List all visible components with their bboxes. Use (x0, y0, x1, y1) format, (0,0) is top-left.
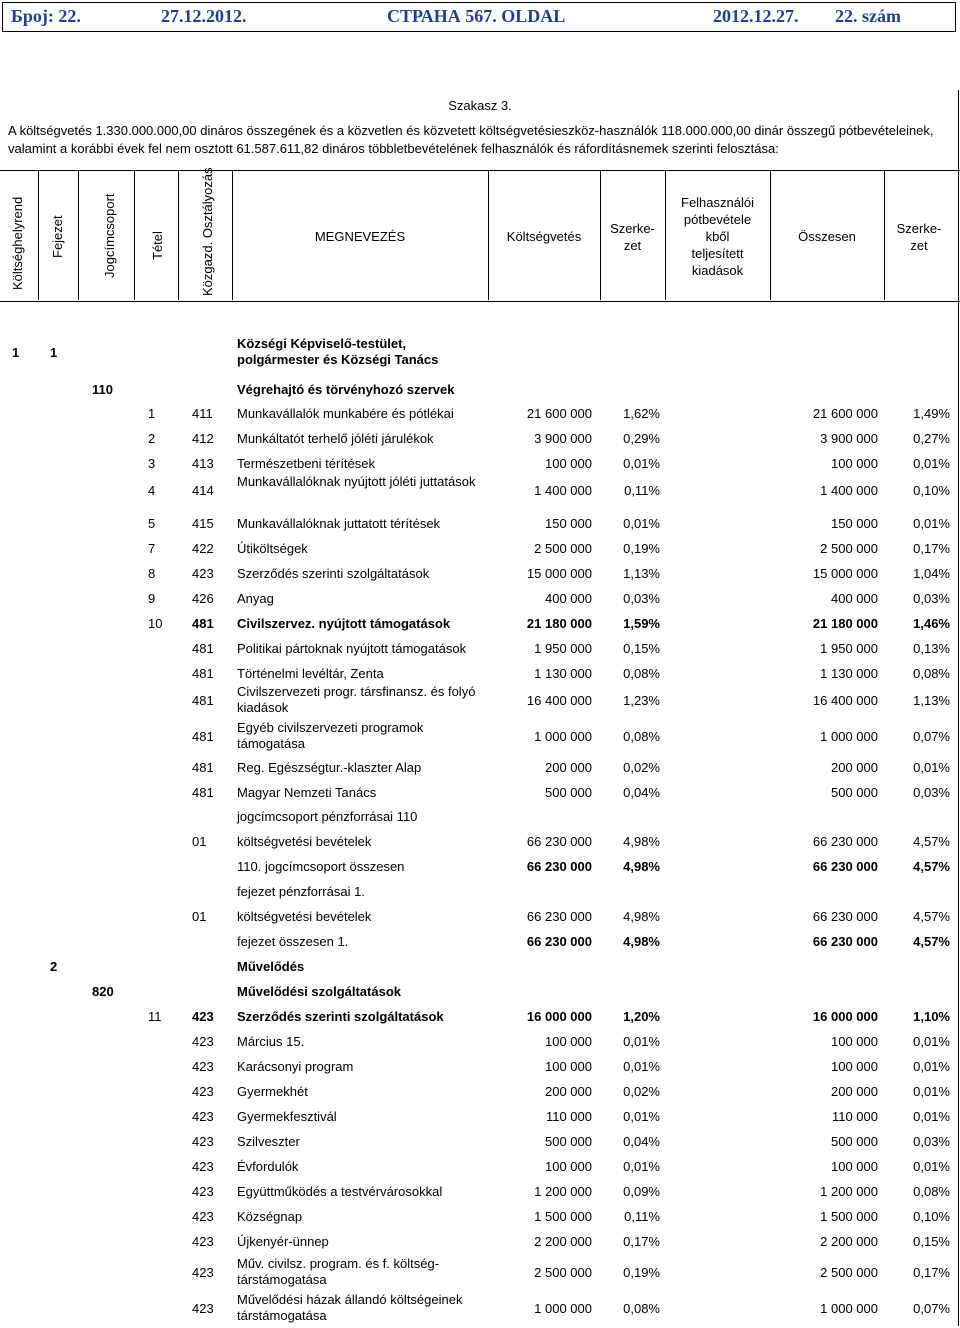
description-cell: 110. jogcímcsoport összesen (237, 859, 405, 874)
budget-amount-cell: 200 000 (545, 760, 592, 775)
budget-amount-cell: 1 000 000 (534, 729, 592, 744)
issue-date-hu: 2012.12.27. (713, 6, 799, 26)
description-cell: Útiköltségek (237, 541, 308, 556)
description-cell: Munkavállalóknak juttatott térítések (237, 516, 441, 531)
budget-share-cell: 1,62% (623, 406, 660, 421)
table-row (0, 1184, 960, 1202)
description-cell: Anyag (237, 591, 274, 606)
col-divider (38, 170, 39, 300)
total-share-cell: 0,15% (913, 1234, 950, 1249)
econ-class-cell: 481 (192, 616, 214, 631)
table-row (0, 1159, 960, 1177)
table-row (0, 684, 960, 720)
total-share-cell: 0,10% (913, 1209, 950, 1224)
total-share-cell: 0,01% (913, 1084, 950, 1099)
budget-amount-cell: 400 000 (545, 591, 592, 606)
total-share-cell: 0,08% (913, 1184, 950, 1199)
table-row (0, 591, 960, 609)
econ-class-cell: 01 (192, 909, 207, 924)
table-row (0, 1009, 960, 1027)
budget-amount-cell: 1 500 000 (534, 1209, 592, 1224)
budget-share-cell: 0,29% (623, 431, 660, 446)
description-cell: Műv. civilsz. program. és f. költség-társtámogatása (237, 1256, 440, 1287)
chapter-cell: 1 (50, 345, 58, 360)
description-cell: Szerződés szerinti szolgáltatások (237, 566, 430, 581)
total-amount-cell: 66 230 000 (812, 909, 878, 924)
econ-class-cell: 423 (192, 566, 214, 581)
budget-amount-cell: 66 230 000 (526, 859, 592, 874)
total-amount-cell: 1 500 000 (820, 1209, 878, 1224)
issue-number: Број: 22. (11, 6, 81, 26)
total-share-cell: 0,01% (913, 760, 950, 775)
description-cell: Évfordulók (237, 1159, 299, 1174)
budget-share-cell: 0,11% (624, 483, 660, 498)
total-share-cell: 0,03% (913, 591, 950, 606)
col-header-fejezet: Fejezet (50, 215, 65, 258)
budget-share-cell: 1,59% (623, 616, 660, 631)
budget-share-cell: 1,20% (623, 1009, 660, 1024)
econ-class-cell: 423 (192, 1084, 214, 1099)
item-cell: 8 (148, 566, 156, 581)
econ-class-cell: 481 (192, 641, 214, 656)
total-share-cell: 4,57% (913, 834, 950, 849)
budget-amount-cell: 3 900 000 (534, 431, 592, 446)
table-row (0, 1059, 960, 1077)
budget-share-cell: 0,11% (624, 1209, 660, 1224)
budget-share-cell: 0,01% (623, 516, 660, 531)
budget-amount-cell: 2 200 000 (534, 1234, 592, 1249)
budget-amount-cell: 100 000 (545, 1059, 592, 1074)
total-amount-cell: 2 500 000 (820, 1265, 878, 1280)
table-row (0, 1256, 960, 1292)
issue-date: 27.12.2012. (161, 6, 247, 26)
budget-amount-cell: 1 200 000 (534, 1184, 592, 1199)
total-amount-cell: 1 950 000 (820, 641, 878, 656)
total-amount-cell: 66 230 000 (812, 859, 878, 874)
budget-amount-cell: 1 130 000 (534, 666, 592, 681)
budget-share-cell: 0,08% (623, 1301, 660, 1316)
description-cell: Községi Képviselő-testület, polgármester és Községi Tanács (237, 336, 439, 367)
table-row (0, 1084, 960, 1102)
description-cell: Gyermekfesztivál (237, 1109, 337, 1124)
col-header-osszesen: Összesen (798, 229, 856, 244)
total-share-cell: 0,17% (913, 1265, 950, 1280)
econ-class-cell: 423 (192, 1109, 214, 1124)
econ-class-cell: 423 (192, 1265, 214, 1280)
description-cell: Munkáltatót terhelő jóléti járulékok (237, 431, 434, 446)
description-cell: Civilszervezeti progr. társfinansz. és folyó kiadások (237, 684, 476, 715)
table-row (0, 1209, 960, 1227)
total-amount-cell: 15 000 000 (812, 566, 878, 581)
budget-amount-cell: 100 000 (545, 456, 592, 471)
budget-amount-cell: 15 000 000 (526, 566, 592, 581)
budget-amount-cell: 1 000 000 (534, 1301, 592, 1316)
budget-share-cell: 0,01% (623, 1034, 660, 1049)
description-cell: Községnap (237, 1209, 303, 1224)
col-divider (134, 170, 135, 300)
econ-class-cell: 423 (192, 1034, 214, 1049)
total-share-cell: 4,57% (913, 934, 950, 949)
budget-share-cell: 1,13% (623, 566, 660, 581)
total-share-cell: 1,04% (913, 566, 950, 581)
total-share-cell: 0,17% (913, 541, 950, 556)
econ-class-cell: 426 (192, 591, 214, 606)
description-cell: Együttműködés a testvérvárosokkal (237, 1184, 443, 1199)
budget-share-cell: 0,02% (623, 760, 660, 775)
total-amount-cell: 100 000 (831, 456, 878, 471)
table-row (0, 859, 960, 877)
total-share-cell: 1,46% (913, 616, 950, 631)
item-cell: 11 (148, 1009, 162, 1024)
total-amount-cell: 150 000 (831, 516, 878, 531)
total-share-cell: 0,01% (913, 1159, 950, 1174)
budget-amount-cell: 1 950 000 (534, 641, 592, 656)
budget-amount-cell: 2 500 000 (534, 1265, 592, 1280)
total-share-cell: 0,01% (913, 1059, 950, 1074)
col-header-tetel: Tétel (150, 231, 165, 260)
total-share-cell: 0,07% (913, 729, 950, 744)
description-cell: Szilveszter (237, 1134, 300, 1149)
total-amount-cell: 100 000 (831, 1159, 878, 1174)
budget-share-cell: 4,98% (623, 909, 660, 924)
econ-class-cell: 415 (192, 516, 214, 531)
col-header-megnev: MEGNEVEZÉS (314, 229, 406, 244)
econ-class-cell: 423 (192, 1184, 214, 1199)
econ-class-cell: 412 (192, 431, 214, 446)
intro-paragraph: A költségvetés 1.330.000.000,00 dináros összegének és a közvetlen és közvetett költségvetésieszköz-használók 118.000.000,00 dinár összegű pótbevételeinek, valamint a korábbi évek fel nem osztott 61.587.611,82 dináros többletbevételének felhasználók és ráfordításnemek szerinti felosztása: (8, 123, 934, 156)
description-cell: Munkavállalóknak nyújtott jóléti juttatások (237, 474, 476, 489)
description-cell: Március 15. (237, 1034, 305, 1049)
table-row (0, 641, 960, 659)
description-cell: Civilszervez. nyújtott támogatások (237, 616, 451, 631)
table-row (0, 1292, 960, 1328)
total-amount-cell: 2 500 000 (820, 541, 878, 556)
table-row (0, 566, 960, 584)
total-amount-cell: 500 000 (831, 785, 878, 800)
budget-amount-cell: 2 500 000 (534, 541, 592, 556)
total-share-cell: 4,57% (913, 859, 950, 874)
total-amount-cell: 100 000 (831, 1059, 878, 1074)
description-cell: Történelmi levéltár, Zenta (237, 666, 384, 681)
total-amount-cell: 21 600 000 (812, 406, 878, 421)
item-cell: 4 (148, 483, 156, 498)
description-cell: Egyéb civilszervezeti programok támogatása (237, 720, 424, 751)
table-row (0, 809, 960, 827)
econ-class-cell: 411 (192, 406, 213, 421)
table-row (0, 456, 960, 474)
budget-share-cell: 0,04% (623, 1134, 660, 1149)
description-cell: fejezet összesen 1. (237, 934, 349, 949)
total-amount-cell: 110 000 (831, 1109, 878, 1124)
econ-class-cell: 422 (192, 541, 214, 556)
table-row (0, 760, 960, 778)
description-cell: Politikai pártoknak nyújtott támogatások (237, 641, 467, 656)
budget-share-cell: 4,98% (623, 834, 660, 849)
table-row (0, 616, 960, 634)
table-row (0, 406, 960, 424)
budget-share-cell: 0,01% (623, 1059, 660, 1074)
table-row (0, 336, 960, 372)
budget-amount-cell: 66 230 000 (526, 934, 592, 949)
page-label: СТРАНА 567. OLDAL (387, 6, 566, 26)
budget-share-cell: 0,08% (623, 666, 660, 681)
budget-share-cell: 0,04% (623, 785, 660, 800)
total-amount-cell: 66 230 000 (812, 834, 878, 849)
budget-amount-cell: 200 000 (545, 1084, 592, 1099)
description-cell: Végrehajtó és törvényhozó szervek (237, 382, 455, 397)
total-share-cell: 0,01% (913, 516, 950, 531)
total-share-cell: 1,10% (913, 1009, 950, 1024)
table-row (0, 1134, 960, 1152)
table-row (0, 909, 960, 927)
total-amount-cell: 1 130 000 (820, 666, 878, 681)
table-row (0, 785, 960, 803)
budget-share-cell: 0,02% (623, 1084, 660, 1099)
total-amount-cell: 16 400 000 (812, 693, 878, 708)
econ-class-cell: 481 (192, 785, 214, 800)
description-cell: Reg. Egészségtur.-klaszter Alap (237, 760, 422, 775)
table-row (0, 984, 960, 1002)
budget-share-cell: 1,23% (623, 693, 660, 708)
item-cell: 5 (148, 516, 156, 531)
econ-class-cell: 423 (192, 1134, 214, 1149)
budget-share-cell: 4,98% (623, 934, 660, 949)
total-share-cell: 0,01% (913, 1109, 950, 1124)
budget-amount-cell: 66 230 000 (526, 909, 592, 924)
budget-amount-cell: 100 000 (545, 1034, 592, 1049)
table-row (0, 934, 960, 952)
table-row (0, 884, 960, 902)
total-amount-cell: 200 000 (831, 1084, 878, 1099)
econ-class-cell: 413 (192, 456, 214, 471)
budget-share-cell: 0,01% (623, 456, 660, 471)
budget-share-cell: 0,01% (623, 1109, 660, 1124)
budget-share-cell: 0,01% (623, 1159, 660, 1174)
econ-class-cell: 423 (192, 1301, 214, 1316)
item-cell: 2 (148, 431, 156, 446)
table-row (0, 516, 960, 534)
total-share-cell: 0,01% (913, 1034, 950, 1049)
budget-share-cell: 0,15% (623, 641, 660, 656)
description-cell: fejezet pénzforrásai 1. (237, 884, 365, 899)
total-share-cell: 0,03% (913, 1134, 950, 1149)
description-cell: jogcímcsoport pénzforrásai 110 (237, 809, 418, 824)
econ-class-cell: 414 (192, 483, 214, 498)
total-amount-cell: 2 200 000 (820, 1234, 878, 1249)
col-header-kolt: Költséghelyrend (10, 196, 25, 290)
cost-center-cell: 1 (12, 345, 20, 360)
description-cell: Művelődés (237, 959, 305, 974)
chapter-cell: 2 (50, 959, 58, 974)
col-divider (178, 170, 179, 300)
description-cell: költségvetési bevételek (237, 834, 372, 849)
description-cell: Szerződés szerinti szolgáltatások (237, 1009, 444, 1024)
budget-amount-cell: 16 400 000 (526, 693, 592, 708)
budget-share-cell: 4,98% (623, 859, 660, 874)
description-cell: költségvetési bevételek (237, 909, 372, 924)
col-header-kozgazd: Közgazd. Osztályozás (200, 167, 215, 296)
total-amount-cell: 1 000 000 (820, 1301, 878, 1316)
budget-amount-cell: 1 400 000 (534, 483, 592, 498)
item-cell: 7 (148, 541, 156, 556)
total-share-cell: 1,13% (913, 693, 950, 708)
total-amount-cell: 16 000 000 (812, 1009, 878, 1024)
description-cell: Magyar Nemzeti Tanács (237, 785, 377, 800)
total-amount-cell: 100 000 (831, 1034, 878, 1049)
item-cell: 3 (148, 456, 156, 471)
col-header-jogcim: Jogcímcsoport (102, 193, 117, 278)
total-amount-cell: 21 180 000 (812, 616, 878, 631)
budget-share-cell: 0,09% (623, 1184, 660, 1199)
table-row (0, 1109, 960, 1127)
table-row (0, 431, 960, 449)
budget-amount-cell: 66 230 000 (526, 834, 592, 849)
total-amount-cell: 1 000 000 (820, 729, 878, 744)
table-row (0, 474, 960, 510)
description-cell: Gyermekhét (237, 1084, 308, 1099)
econ-class-cell: 423 (192, 1234, 214, 1249)
table-row (0, 541, 960, 559)
total-amount-cell: 3 900 000 (820, 431, 878, 446)
description-cell: Újkenyér-ünnep (237, 1234, 329, 1249)
col-divider (78, 170, 79, 300)
table-row (0, 720, 960, 756)
total-share-cell: 4,57% (913, 909, 950, 924)
budget-amount-cell: 150 000 (545, 516, 592, 531)
table-row (0, 666, 960, 684)
total-share-cell: 0,27% (913, 431, 950, 446)
total-amount-cell: 400 000 (831, 591, 878, 606)
group-cell: 110 (92, 382, 113, 397)
budget-share-cell: 0,08% (623, 729, 660, 744)
col-header-koltsegvetes: Költségvetés (506, 229, 582, 244)
econ-class-cell: 481 (192, 760, 214, 775)
description-cell: Természetbeni térítések (237, 456, 376, 471)
description-cell: Karácsonyi program (237, 1059, 354, 1074)
budget-amount-cell: 21 180 000 (526, 616, 592, 631)
item-cell: 10 (148, 616, 163, 631)
budget-amount-cell: 110 000 (545, 1109, 592, 1124)
total-amount-cell: 500 000 (831, 1134, 878, 1149)
section-title: Szakasz 3. (448, 98, 512, 113)
item-cell: 9 (148, 591, 156, 606)
group-cell: 820 (92, 984, 114, 999)
table-row (0, 959, 960, 977)
col-header-szerkezet1: Szerke- zet (610, 221, 655, 253)
budget-share-cell: 0,03% (623, 591, 660, 606)
issue-number-hu: 22. szám (835, 6, 901, 26)
total-share-cell: 0,13% (913, 641, 950, 656)
econ-class-cell: 423 (192, 1159, 214, 1174)
total-amount-cell: 200 000 (831, 760, 878, 775)
econ-class-cell: 481 (192, 693, 214, 708)
budget-amount-cell: 500 000 (545, 785, 592, 800)
table-row (0, 1234, 960, 1252)
total-share-cell: 0,01% (913, 456, 950, 471)
page-header (2, 2, 956, 32)
total-share-cell: 0,03% (913, 785, 950, 800)
econ-class-cell: 481 (192, 666, 214, 681)
econ-class-cell: 423 (192, 1059, 214, 1074)
econ-class-cell: 423 (192, 1209, 214, 1224)
description-cell: Művelődési szolgáltatások (237, 984, 401, 999)
econ-class-cell: 01 (192, 834, 207, 849)
table-row (0, 382, 960, 400)
econ-class-cell: 423 (192, 1009, 214, 1024)
description-cell: Művelődési házak állandó költségeinek társtámogatása (237, 1292, 463, 1323)
total-amount-cell: 1 400 000 (820, 483, 878, 498)
table-row (0, 1034, 960, 1052)
description-cell: Munkavállalók munkabére és pótlékai (237, 406, 454, 421)
table-row (0, 834, 960, 852)
econ-class-cell: 481 (192, 729, 214, 744)
budget-share-cell: 0,19% (623, 1265, 660, 1280)
budget-amount-cell: 21 600 000 (526, 406, 592, 421)
budget-share-cell: 0,19% (623, 541, 660, 556)
budget-amount-cell: 500 000 (545, 1134, 592, 1149)
total-share-cell: 0,07% (913, 1301, 950, 1316)
budget-amount-cell: 100 000 (545, 1159, 592, 1174)
col-header-felhasz: Felhasználói pótbevétele kből teljesített kiadások (681, 195, 754, 278)
total-share-cell: 0,10% (913, 483, 950, 498)
total-amount-cell: 1 200 000 (820, 1184, 878, 1199)
total-amount-cell: 66 230 000 (812, 934, 878, 949)
col-header-szerkezet2: Szerke- zet (896, 221, 942, 253)
budget-amount-cell: 16 000 000 (526, 1009, 592, 1024)
item-cell: 1 (148, 406, 156, 421)
budget-share-cell: 0,17% (623, 1234, 660, 1249)
total-share-cell: 0,08% (913, 666, 950, 681)
total-share-cell: 1,49% (913, 406, 950, 421)
